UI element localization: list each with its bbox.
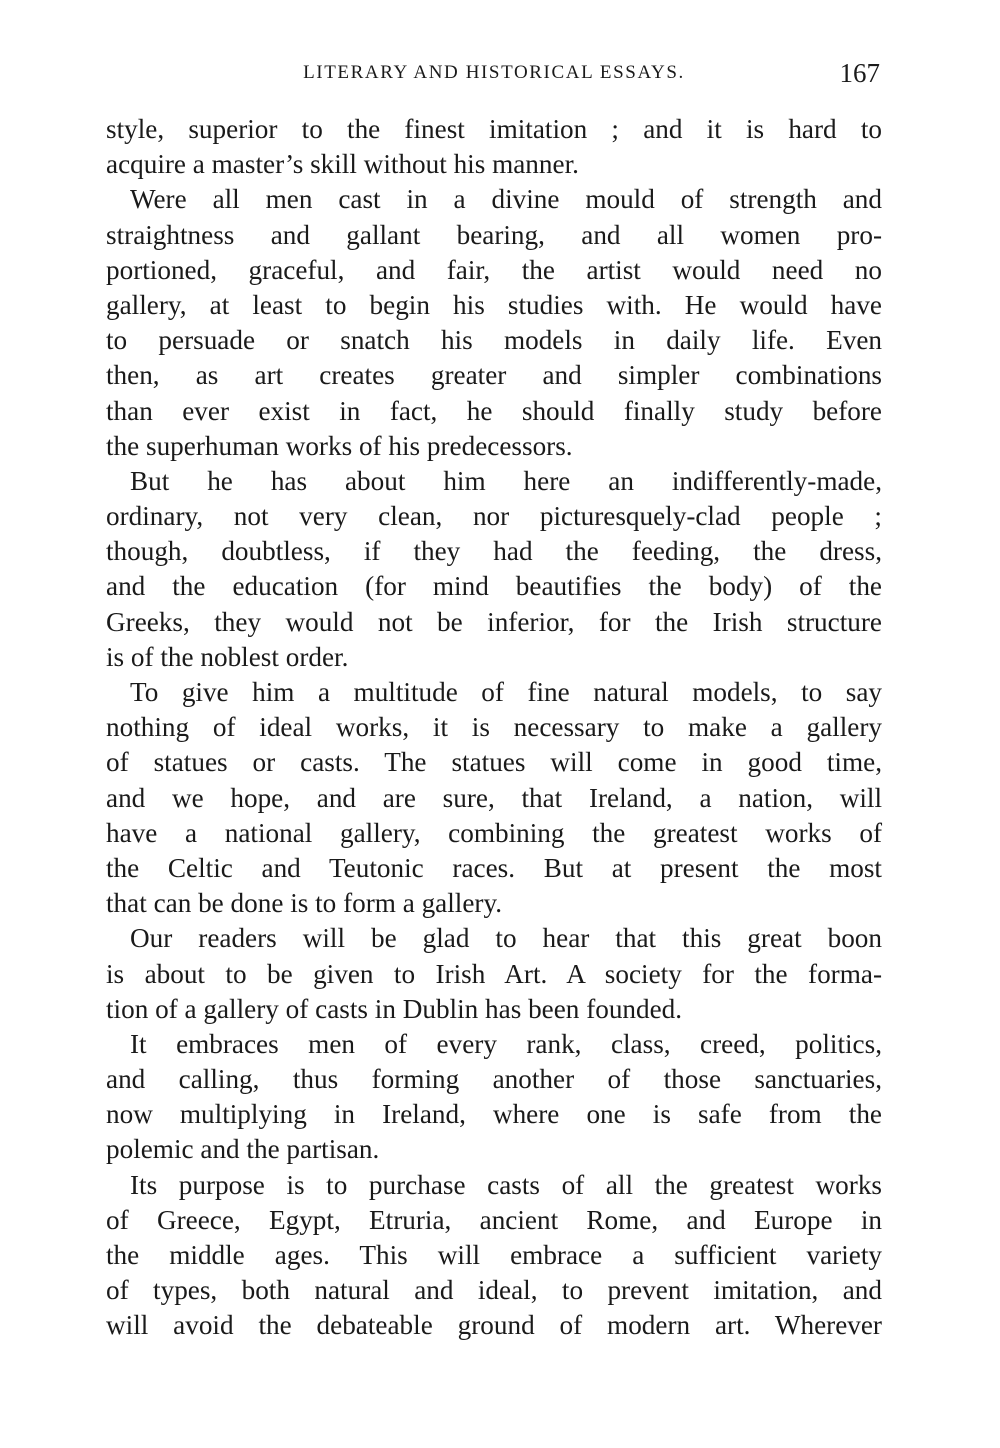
text-line: nothing of ideal works, it is necessary to make a gallery xyxy=(106,712,882,743)
text-line: acquire a master’s skill without his manner. xyxy=(106,149,579,180)
text-line: Its purpose is to purchase casts of all the greatest works xyxy=(130,1169,882,1200)
text-line: the superhuman works of his predecessors. xyxy=(106,430,573,461)
text-line: the Celtic and Teutonic races. But at present the most xyxy=(106,852,882,883)
paragraph xyxy=(106,464,882,675)
text-line: though, doubtless, if they had the feeding, the dress, xyxy=(106,536,882,567)
text-line: ordinary, not very clean, nor picturesquely-clad people ; xyxy=(106,501,882,532)
text-line: will avoid the debateable ground of modern art. Wherever xyxy=(106,1310,882,1341)
text-line: tion of a gallery of casts in Dublin has been founded. xyxy=(106,993,683,1024)
running-head xyxy=(108,58,880,88)
text-line: now multiplying in Ireland, where one is safe from the xyxy=(106,1099,882,1130)
text-line: and the education (for mind beautifies the body) of the xyxy=(106,571,882,602)
text-line: is of the noblest order. xyxy=(106,641,349,672)
text-line: portioned, graceful, and fair, the artist would need no xyxy=(106,254,882,285)
paragraph xyxy=(106,675,882,921)
text-line: gallery, at least to begin his studies with. He would have xyxy=(106,289,882,320)
text-line: is about to be given to Irish Art. A society for the forma- xyxy=(106,958,882,989)
text-line: to persuade or snatch his models in daily life. Even xyxy=(106,325,882,356)
paragraph xyxy=(106,112,882,182)
paragraph xyxy=(106,182,882,464)
text-line: Our readers will be glad to hear that this great boon xyxy=(130,923,882,954)
text-line: Greeks, they would not be inferior, for the Irish structure xyxy=(106,606,882,637)
text-line: of types, both natural and ideal, to prevent imitation, and xyxy=(106,1275,882,1306)
text-line: of statues or casts. The statues will come in good time, xyxy=(106,747,882,778)
paragraph xyxy=(106,1027,882,1168)
text-line: the middle ages. This will embrace a sufficient variety xyxy=(106,1240,882,1270)
text-line: straightness and gallant bearing, and all women pro- xyxy=(106,219,882,250)
text-line: have a national gallery, combining the greatest works of xyxy=(106,817,882,848)
paragraph xyxy=(106,921,882,1027)
text-line: But he has about him here an indifferently-made, xyxy=(130,465,882,496)
text-line: To give him a multitude of fine natural models, to say xyxy=(130,677,882,707)
text-line: and we hope, and are sure, that Ireland, a nation, will xyxy=(106,782,882,813)
text-line: It embraces men of every rank, class, creed, politics, xyxy=(130,1028,882,1059)
text-line: then, as art creates greater and simpler combinations xyxy=(106,360,882,391)
text-line: polemic and the partisan. xyxy=(106,1134,380,1165)
text-line: style, superior to the finest imitation ; and it is hard to xyxy=(106,114,882,144)
text-line: of Greece, Egypt, Etruria, ancient Rome, and Europe in xyxy=(106,1204,882,1235)
text-line: Were all men cast in a divine mould of strength and xyxy=(130,184,882,215)
text-line: and calling, thus forming another of those sanctuaries, xyxy=(106,1064,882,1095)
body-text xyxy=(106,112,882,1344)
paragraph xyxy=(106,1168,882,1344)
text-line: that can be done is to form a gallery. xyxy=(106,888,503,919)
text-line: than ever exist in fact, he should finally study before xyxy=(106,395,882,426)
running-title: LITERARY AND HISTORICAL ESSAYS. xyxy=(303,62,685,83)
page-number: 167 xyxy=(839,58,880,88)
